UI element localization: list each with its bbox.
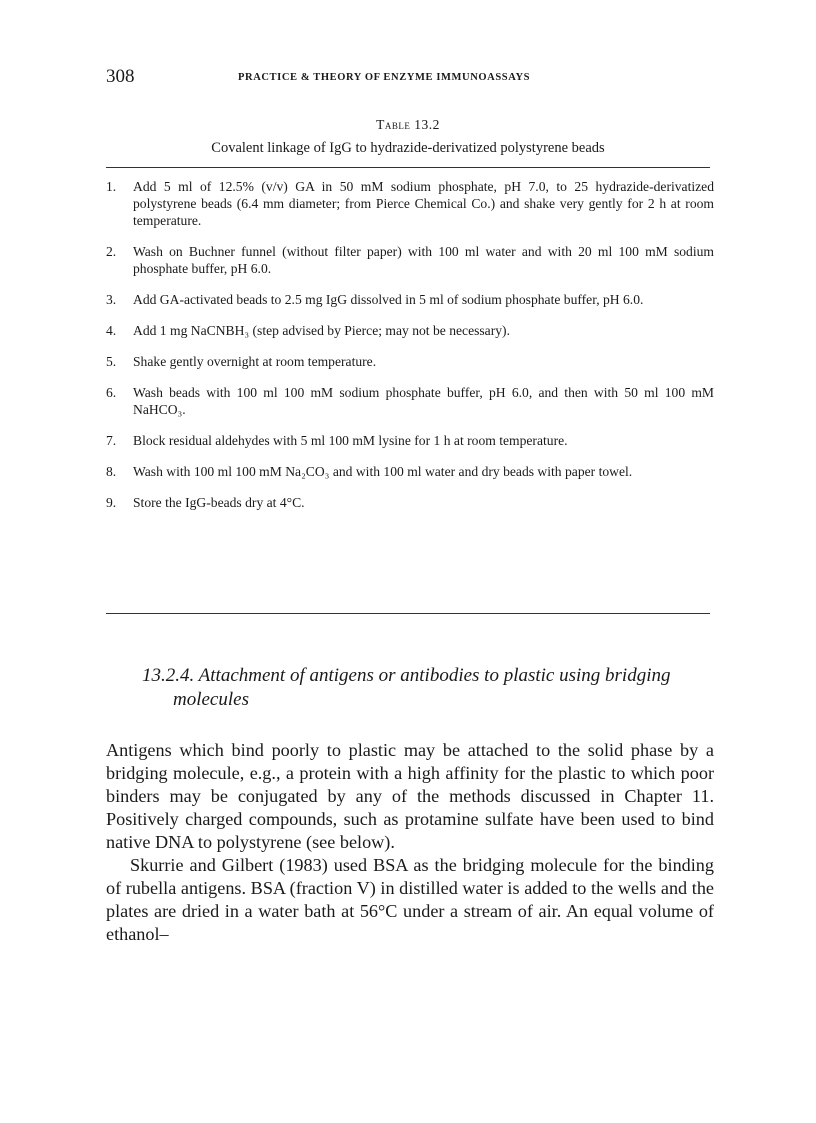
step-text: Wash with 100 ml 100 mM Na₂CO₃ and with 100 ml water and dry beads with paper towel.: [133, 464, 633, 479]
step-number: 2.: [106, 244, 117, 259]
section-title-line1: Attachment of antigens or antibodies to plastic using bridging: [198, 665, 671, 686]
protocol-step: [106, 243, 714, 277]
section-title-line2: molecules: [173, 689, 249, 710]
paragraph: Antigens which bind poorly to plastic may be attached to the solid phase by a bridging molecule, e.g., a protein with a high affinity for the plastic to which poor binders may be conjugated by any of the methods discussed in Chapter 11. Positively charged compounds, such as protamine sulfate have been used to bind native DNA to polystyrene (see below).: [106, 740, 714, 852]
running-head: PRACTICE & THEORY OF ENZYME IMMUNOASSAYS: [238, 72, 531, 83]
protocol-step: [106, 463, 714, 480]
page-number: 308: [106, 66, 135, 87]
table-top-rule: [106, 167, 710, 168]
step-number: 9.: [106, 495, 117, 510]
protocol-step: [106, 384, 714, 418]
step-text: Wash on Buchner funnel (without filter paper) with 100 ml water and with 20 ml 100 mM sodium phosphate buffer, pH 6.0.: [133, 244, 714, 276]
step-text: Add GA-activated beads to 2.5 mg IgG dissolved in 5 ml of sodium phosphate buffer, pH 6.0.: [133, 292, 644, 307]
step-text: Add 5 ml of 12.5% (v/v) GA in 50 mM sodium phosphate, pH 7.0, to 25 hydrazide-derivatized polystyrene beads (6.4 mm diameter; from Pierce Chemical Co.) and shake very gently for 2 h at room temperature.: [133, 179, 714, 228]
step-number: 8.: [106, 464, 117, 479]
step-text: Store the IgG-beads dry at 4°C.: [133, 495, 305, 510]
protocol-step: [106, 432, 714, 449]
step-text: Block residual aldehydes with 5 ml 100 mM lysine for 1 h at room temperature.: [133, 433, 568, 448]
step-number: 1.: [106, 179, 117, 194]
step-text: Add 1 mg NaCNBH₃ (step advised by Pierce; may not be necessary).: [133, 323, 510, 338]
step-number: 6.: [106, 385, 117, 400]
step-text: Shake gently overnight at room temperature.: [133, 354, 377, 369]
protocol-step: [106, 291, 714, 308]
protocol-step: [106, 178, 714, 229]
step-number: 3.: [106, 292, 117, 307]
table-bottom-rule: [106, 613, 710, 614]
section-heading: [142, 664, 702, 712]
protocol-step: [106, 353, 714, 370]
table-label: Table 13.2: [376, 117, 440, 132]
step-number: 7.: [106, 433, 117, 448]
body-text: [106, 739, 714, 946]
section-number: 13.2.4.: [142, 665, 195, 686]
protocol-step: [106, 322, 714, 339]
step-text: Wash beads with 100 ml 100 mM sodium phosphate buffer, pH 6.0, and then with 50 ml 100 mM NaHCO₃.: [133, 385, 714, 417]
protocol-step: [106, 494, 714, 511]
step-number: 5.: [106, 354, 117, 369]
table-caption: Covalent linkage of IgG to hydrazide-derivatized polystyrene beads: [211, 140, 605, 156]
step-number: 4.: [106, 323, 117, 338]
protocol-steps: [106, 178, 714, 525]
paragraph: Skurrie and Gilbert (1983) used BSA as the bridging molecule for the binding of rubella antigens. BSA (fraction V) in distilled water is added to the wells and the plates are dried in a water bath at 56°C under a stream of air. An equal volume of ethanol–: [106, 855, 714, 944]
